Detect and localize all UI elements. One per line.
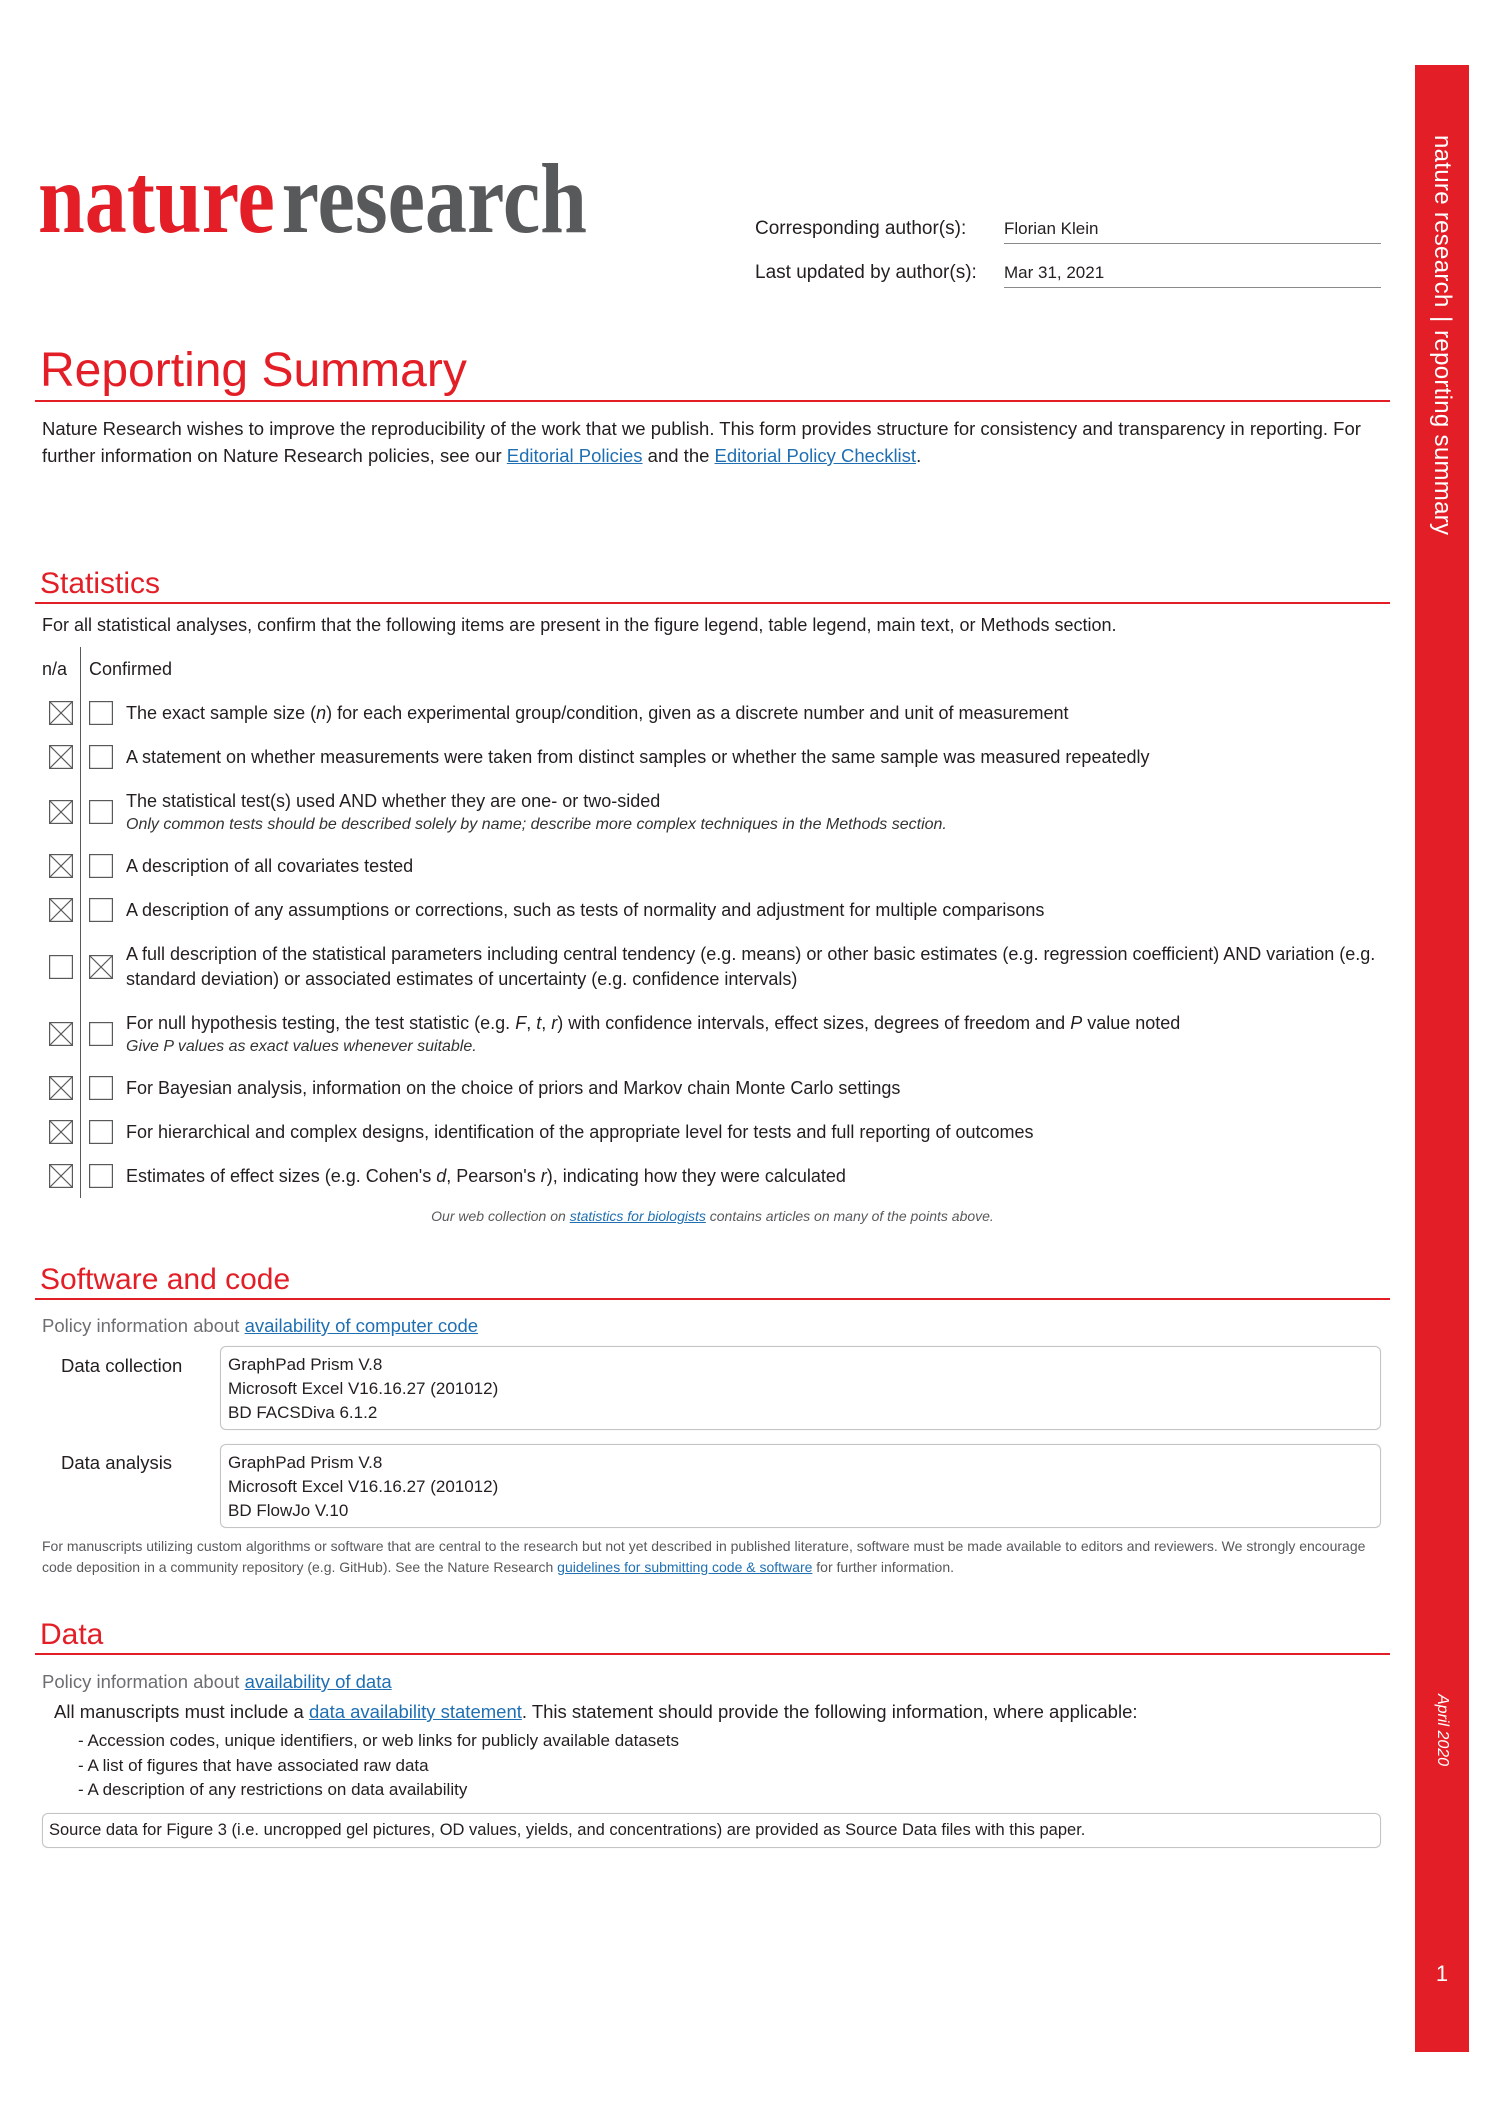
title-divider bbox=[35, 400, 1390, 402]
na-checkbox[interactable] bbox=[49, 1120, 73, 1144]
confirmed-checkbox[interactable] bbox=[89, 701, 113, 725]
item-text-segment: ), indicating how they were calculated bbox=[546, 1165, 846, 1186]
item-text-segment: Estimates of effect sizes (e.g. Cohen's bbox=[126, 1165, 437, 1186]
italic-symbol: n bbox=[316, 702, 327, 723]
data-heading: Data bbox=[40, 1618, 104, 1651]
item-text-segment: ) with confidence intervals, effect sizes, degrees of freedom and bbox=[557, 1012, 1071, 1033]
na-cell bbox=[40, 1076, 80, 1100]
item-text-segment: , bbox=[541, 1012, 552, 1033]
confirmed-cell bbox=[80, 701, 126, 725]
column-header-na: n/a bbox=[42, 658, 68, 679]
italic-symbol: t bbox=[536, 1012, 542, 1033]
confirmed-checkbox[interactable] bbox=[89, 745, 113, 769]
checklist-item-content bbox=[126, 789, 1395, 835]
italic-symbol: d bbox=[436, 1165, 447, 1186]
data-divider bbox=[35, 1653, 1390, 1655]
svg-text:natureresearch bbox=[38, 143, 645, 254]
na-checkbox[interactable] bbox=[49, 745, 73, 769]
statistics-heading: Statistics bbox=[40, 567, 161, 600]
corresponding-author-field[interactable]: Florian Klein bbox=[1004, 215, 1381, 244]
checklist-item-note: Only common tests should be described solely by name; describe more complex techniques in the Methods section. bbox=[126, 815, 947, 833]
na-checkbox[interactable] bbox=[49, 1076, 73, 1100]
checklist-item-text bbox=[126, 1076, 1395, 1101]
item-text-segment: , Pearson's bbox=[446, 1165, 541, 1186]
software-divider bbox=[35, 1298, 1390, 1300]
confirmed-cell bbox=[80, 955, 126, 979]
checklist-item-text bbox=[126, 745, 1395, 770]
software-entry: GraphPad Prism V.8 bbox=[228, 1355, 383, 1374]
na-cell bbox=[40, 955, 80, 979]
sidebar-brand: nature research bbox=[1429, 135, 1456, 308]
na-cell bbox=[40, 1164, 80, 1188]
statistics-instructions: For all statistical analyses, confirm that the following items are present in the figure legend, table legend, main text, or Methods section. bbox=[42, 615, 1117, 635]
editorial-policy-checklist-link[interactable]: Editorial Policy Checklist bbox=[714, 445, 917, 466]
policy-text: Policy information about bbox=[42, 1315, 245, 1336]
data-availability-statement-link[interactable]: data availability statement bbox=[309, 1701, 522, 1722]
intro-text-mid: and the bbox=[642, 445, 715, 466]
confirmed-cell bbox=[80, 898, 126, 922]
checklist-item-content bbox=[126, 942, 1395, 992]
corresponding-author-label: Corresponding author(s): bbox=[755, 218, 967, 239]
data-collection-field[interactable] bbox=[220, 1346, 1381, 1430]
software-entry: GraphPad Prism V.8 bbox=[228, 1453, 383, 1472]
software-footnote bbox=[42, 1536, 1387, 1578]
sidebar-date: April 2020 bbox=[1434, 1694, 1451, 1767]
confirmed-cell bbox=[80, 854, 126, 878]
item-text-segment: A full description of the statistical parameters including central tendency (e.g. means) or other basic estimates (e.g. regression coefficient) AND variation (e.g. standard deviation) or associated estimates of uncertainty (e.g. confidence intervals) bbox=[126, 943, 1376, 989]
confirmed-checkbox[interactable] bbox=[89, 1164, 113, 1188]
italic-symbol: r bbox=[551, 1012, 558, 1033]
software-entry: Microsoft Excel V16.16.27 (201012) bbox=[228, 1477, 499, 1496]
data-policy bbox=[42, 1669, 392, 1695]
checklist-item-text bbox=[126, 1120, 1395, 1145]
statistics-divider bbox=[35, 602, 1390, 604]
item-text-segment: The statistical test(s) used AND whether they are one- or two-sided bbox=[126, 790, 661, 811]
item-text-segment: For Bayesian analysis, information on the choice of priors and Markov chain Monte Carlo settings bbox=[126, 1077, 901, 1098]
confirmed-checkbox[interactable] bbox=[89, 1120, 113, 1144]
page-number: 1 bbox=[1435, 1961, 1449, 1986]
nature-research-logo bbox=[36, 140, 645, 254]
last-updated-field[interactable]: Mar 31, 2021 bbox=[1004, 259, 1381, 288]
data-analysis-field[interactable] bbox=[220, 1444, 1381, 1528]
confirmed-cell bbox=[80, 1164, 126, 1188]
checklist-item-text bbox=[126, 898, 1395, 923]
na-cell bbox=[40, 898, 80, 922]
requirement-text-end: . This statement should provide the following information, where applicable: bbox=[521, 1701, 1138, 1722]
checklist-item-text bbox=[126, 789, 1395, 814]
confirmed-checkbox[interactable] bbox=[89, 854, 113, 878]
checklist-item-content bbox=[126, 701, 1395, 726]
data-requirement bbox=[54, 1699, 1384, 1725]
confirmed-cell bbox=[80, 1022, 126, 1046]
logo-word-research: research bbox=[281, 143, 645, 254]
checklist-item-text bbox=[126, 701, 1395, 726]
web-note-text-end: contains articles on many of the points above. bbox=[705, 1208, 994, 1224]
item-text-segment: For hierarchical and complex designs, identification of the appropriate level for tests and full reporting of outcomes bbox=[126, 1121, 1034, 1142]
na-cell bbox=[40, 854, 80, 878]
na-cell bbox=[40, 701, 80, 725]
software-heading: Software and code bbox=[40, 1263, 291, 1296]
statistics-web-note bbox=[40, 1204, 1385, 1228]
na-cell bbox=[40, 745, 80, 769]
checklist-item bbox=[40, 1001, 1395, 1066]
checklist-item bbox=[40, 844, 1395, 888]
checklist-item-content bbox=[126, 1120, 1395, 1145]
confirmed-checkbox[interactable] bbox=[89, 1022, 113, 1046]
checklist-item bbox=[40, 1154, 1395, 1198]
statistics-checklist bbox=[40, 647, 1395, 1198]
na-cell bbox=[40, 1120, 80, 1144]
checklist-item bbox=[40, 735, 1395, 779]
item-text-segment: ) for each experimental group/condition, given as a discrete number and unit of measurement bbox=[326, 702, 1069, 723]
editorial-policies-link[interactable]: Editorial Policies bbox=[506, 445, 643, 466]
italic-symbol: F bbox=[515, 1012, 527, 1033]
software-entry: BD FlowJo V.10 bbox=[228, 1501, 349, 1520]
checklist-header bbox=[40, 647, 1395, 691]
na-checkbox[interactable] bbox=[49, 955, 73, 979]
intro-text-end: . bbox=[916, 445, 922, 466]
list-item: - Accession codes, unique identifiers, or web links for publicly available datasets bbox=[78, 1731, 679, 1750]
software-policy bbox=[42, 1313, 478, 1339]
intro-text: Nature Research wishes to improve the reproducibility of the work that we publish. This form provides structure for consistency and transparency in reporting. For further information on Nature Research policies, see our bbox=[42, 418, 1361, 466]
confirmed-checkbox[interactable] bbox=[89, 1076, 113, 1100]
code-guidelines-link[interactable]: guidelines for submitting code & software bbox=[557, 1559, 813, 1575]
confirmed-cell bbox=[80, 745, 126, 769]
footnote-text: For manuscripts utilizing custom algorithms or software that are central to the research but not yet described in published literature, software must be made available to editors and reviewers. We strongly encourage code deposition in a community repository (e.g. GitHub). See the Nature Research bbox=[42, 1538, 1366, 1575]
column-header-confirmed: Confirmed bbox=[89, 658, 173, 679]
checklist-item bbox=[40, 1066, 1395, 1110]
checklist-item-text bbox=[126, 1164, 1395, 1189]
web-note-text: Our web collection on bbox=[431, 1208, 570, 1224]
list-item: - A description of any restrictions on data availability bbox=[78, 1780, 468, 1799]
intro-paragraph bbox=[42, 415, 1392, 469]
sidebar-title bbox=[1427, 135, 1457, 535]
item-text-segment: A description of any assumptions or corrections, such as tests of normality and adjustment for multiple comparisons bbox=[126, 899, 1045, 920]
item-text-segment: The exact sample size ( bbox=[126, 702, 317, 723]
checklist-item-text bbox=[126, 854, 1395, 879]
checklist-item-content bbox=[126, 898, 1395, 923]
item-text-segment: A statement on whether measurements were taken from distinct samples or whether the same sample was measured repeatedly bbox=[126, 746, 1150, 767]
na-checkbox[interactable] bbox=[49, 1164, 73, 1188]
checklist-item bbox=[40, 1110, 1395, 1154]
item-text-segment: For null hypothesis testing, the test statistic (e.g. bbox=[126, 1012, 516, 1033]
checklist-item bbox=[40, 932, 1395, 1001]
na-checkbox[interactable] bbox=[49, 854, 73, 878]
checklist-item-note: Give P values as exact values whenever suitable. bbox=[126, 1037, 477, 1055]
data-requirement-list bbox=[78, 1729, 679, 1803]
na-checkbox[interactable] bbox=[49, 701, 73, 725]
requirement-text: All manuscripts must include a bbox=[54, 1701, 309, 1722]
data-analysis-label: Data analysis bbox=[61, 1452, 173, 1473]
item-text-segment: value noted bbox=[1082, 1012, 1181, 1033]
na-checkbox[interactable] bbox=[49, 800, 73, 824]
na-checkbox[interactable] bbox=[49, 1022, 73, 1046]
checklist-item-text bbox=[126, 942, 1395, 992]
na-checkbox[interactable] bbox=[49, 898, 73, 922]
sidebar-separator: | bbox=[1429, 315, 1456, 323]
checklist-rows bbox=[40, 691, 1395, 1198]
italic-symbol: P bbox=[1070, 1012, 1083, 1033]
checklist-item-content bbox=[126, 854, 1395, 879]
list-item: - A list of figures that have associated raw data bbox=[78, 1755, 429, 1775]
checklist-column-divider bbox=[80, 647, 81, 1198]
na-cell bbox=[40, 800, 80, 824]
confirmed-checkbox[interactable] bbox=[89, 800, 113, 824]
item-text-segment: , bbox=[526, 1012, 537, 1033]
checklist-item-text bbox=[126, 1011, 1395, 1036]
checklist-item-content bbox=[126, 1011, 1395, 1057]
confirmed-checkbox[interactable] bbox=[89, 955, 113, 979]
checklist-item bbox=[40, 888, 1395, 932]
data-availability-field[interactable]: Source data for Figure 3 (i.e. uncropped gel pictures, OD values, yields, and concentrations) are provided as Source Data files with this paper. bbox=[42, 1813, 1381, 1848]
page-title: Reporting Summary bbox=[40, 344, 467, 397]
item-text-segment: A description of all covariates tested bbox=[126, 855, 414, 876]
footnote-text-end: for further information. bbox=[812, 1559, 955, 1575]
confirmed-cell bbox=[80, 1120, 126, 1144]
checklist-item-content bbox=[126, 1076, 1395, 1101]
logo-word-nature: nature bbox=[38, 143, 320, 254]
code-availability-link[interactable]: availability of computer code bbox=[244, 1315, 479, 1336]
checklist-item bbox=[40, 779, 1395, 844]
confirmed-cell bbox=[80, 1076, 126, 1100]
confirmed-cell bbox=[80, 800, 126, 824]
na-cell bbox=[40, 1022, 80, 1046]
data-availability-link[interactable]: availability of data bbox=[244, 1671, 392, 1692]
software-entry: Microsoft Excel V16.16.27 (201012) bbox=[228, 1379, 499, 1398]
italic-symbol: r bbox=[540, 1165, 547, 1186]
checklist-item bbox=[40, 691, 1395, 735]
last-updated-label: Last updated by author(s): bbox=[755, 262, 977, 283]
policy-text: Policy information about bbox=[42, 1671, 245, 1692]
checklist-item-content bbox=[126, 745, 1395, 770]
data-collection-label: Data collection bbox=[61, 1355, 183, 1376]
sidebar-doc-type: reporting summary bbox=[1429, 330, 1456, 536]
confirmed-checkbox[interactable] bbox=[89, 898, 113, 922]
sidebar bbox=[1415, 65, 1469, 2052]
software-entry: BD FACSDiva 6.1.2 bbox=[228, 1403, 378, 1422]
checklist-item-content bbox=[126, 1164, 1395, 1189]
statistics-for-biologists-link[interactable]: statistics for biologists bbox=[569, 1208, 706, 1224]
